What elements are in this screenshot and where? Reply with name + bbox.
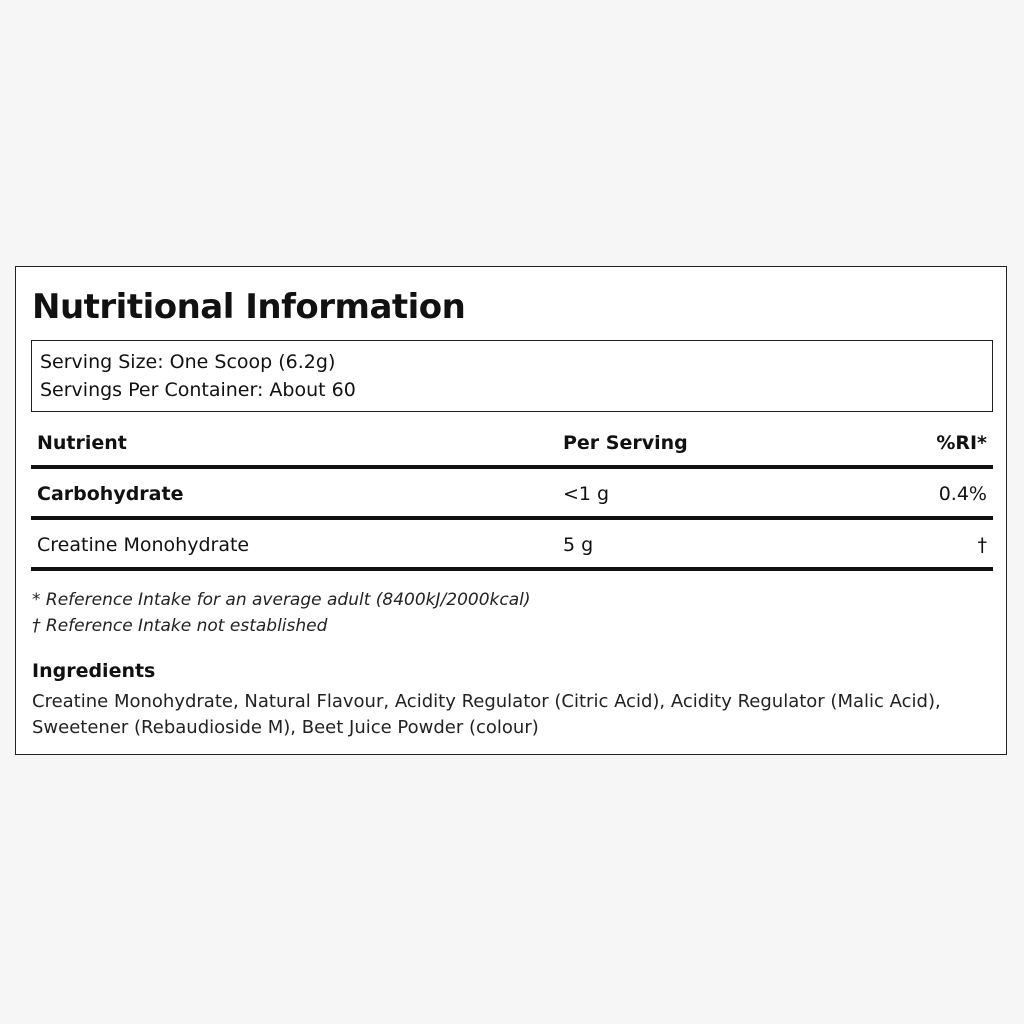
nutrient-per-serving: 5 g (563, 534, 594, 557)
nutrient-ri: 0.4% (938, 483, 987, 506)
serving-info-box (31, 340, 993, 412)
header-ri: %RI* (936, 432, 987, 455)
table-header-row (31, 420, 993, 469)
footnote-not-established: † Reference Intake not established (32, 616, 328, 636)
nutrition-label-panel (15, 266, 1007, 755)
nutrient-table (31, 420, 993, 571)
header-per-serving: Per Serving (563, 432, 688, 455)
nutrient-name: Carbohydrate (37, 483, 184, 506)
nutrient-per-serving: <1 g (563, 483, 610, 506)
ingredients-list: Creatine Monohydrate, Natural Flavour, Acidity Regulator (Citric Acid), Acidity Regulator (Malic Acid), Sweetener (Rebaudioside M), Beet Juice Powder (colour) (32, 691, 941, 738)
ingredients-heading: Ingredients (32, 660, 156, 682)
footnotes (32, 587, 531, 639)
footnote-reference-intake: * Reference Intake for an average adult (8400kJ/2000kcal) (32, 590, 531, 610)
header-nutrient: Nutrient (37, 432, 127, 455)
table-row-creatine (31, 520, 993, 571)
table-row-carbohydrate (31, 469, 993, 520)
nutrient-ri: † (977, 534, 987, 557)
servings-per-container: Servings Per Container: About 60 (40, 379, 356, 401)
serving-size: Serving Size: One Scoop (6.2g) (40, 351, 336, 373)
label-title: Nutritional Information (32, 287, 466, 327)
nutrient-name: Creatine Monohydrate (37, 534, 250, 557)
